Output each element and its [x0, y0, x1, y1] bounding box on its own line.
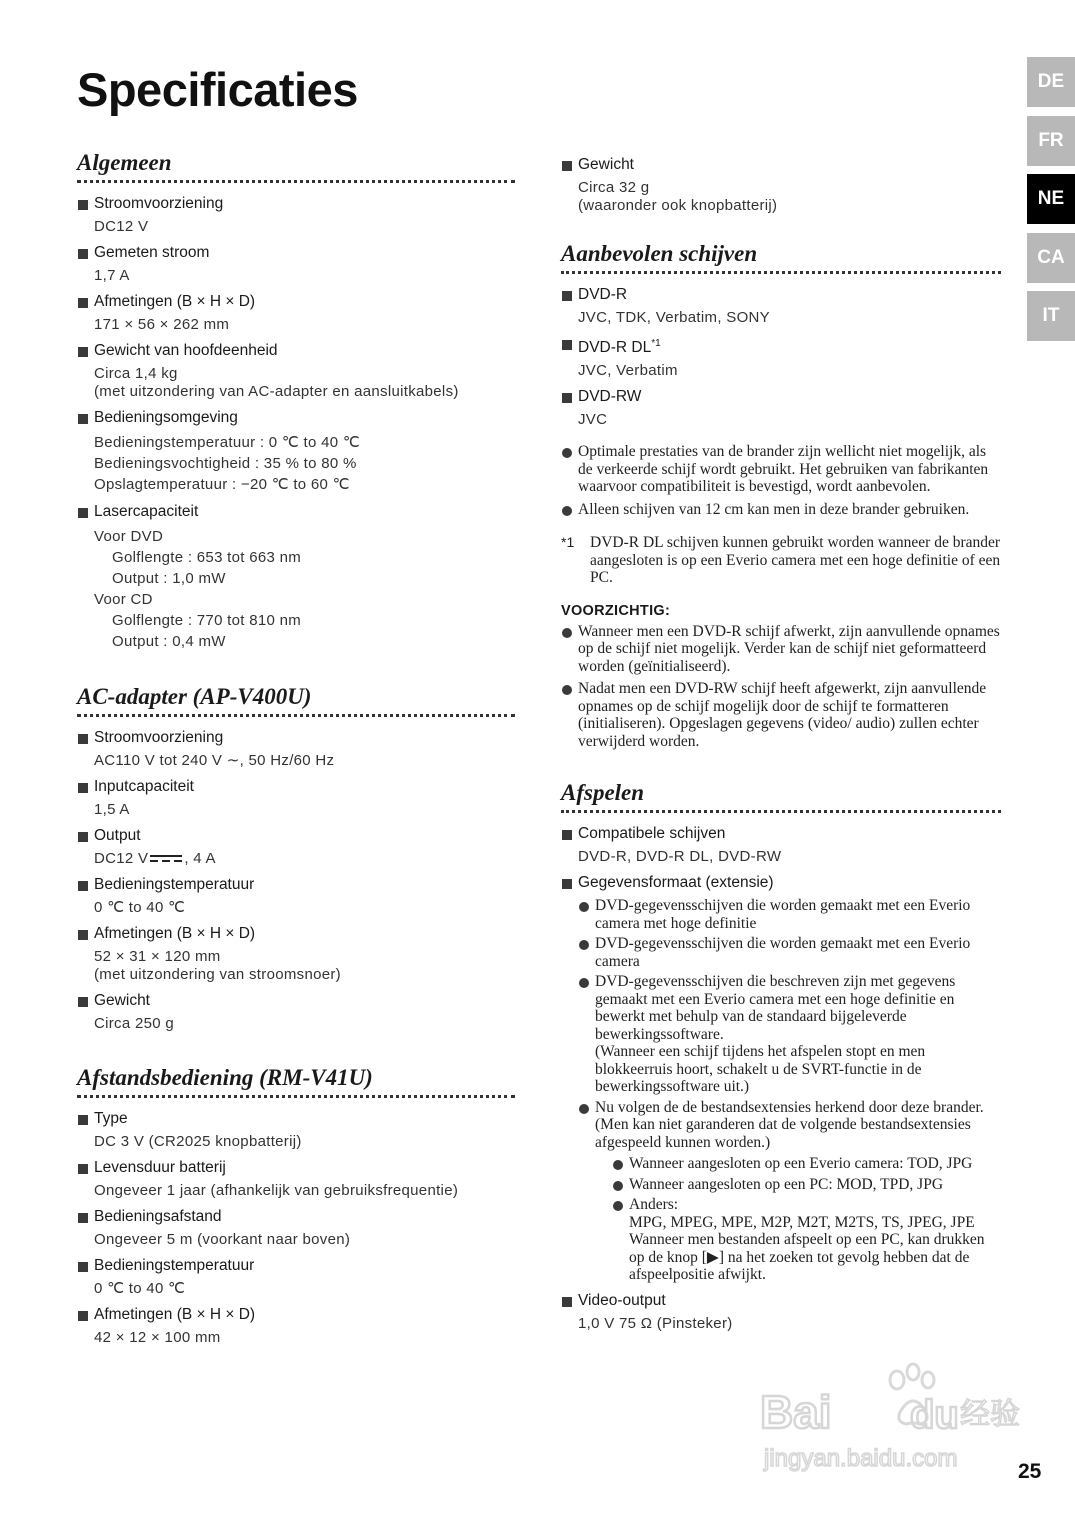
spec-item — [77, 409, 515, 495]
spec-item — [77, 342, 515, 401]
lang-tab-de[interactable]: DE — [1027, 57, 1075, 107]
value-line: Output : 0,4 mW — [112, 633, 226, 650]
dc-symbol-icon — [150, 854, 182, 864]
spec-item — [77, 992, 515, 1033]
spec-label: Gewicht — [77, 992, 515, 1010]
format-text: Nu volgen de de bestandsextensies herkend door deze brander. (Men kan niet garanderen dat de volgende bestandsextensies afgespeeld kunnen worden.) — [595, 1098, 984, 1151]
spec-value: 42 × 12 × 100 mm — [94, 1329, 221, 1346]
spec-label: Type — [77, 1110, 515, 1128]
footnote — [561, 534, 1001, 587]
spec-item — [77, 1159, 515, 1200]
spec-value: Ongeveer 1 jaar (afhankelijk van gebruiksfrequentie) — [94, 1182, 459, 1199]
svg-text:Bai: Bai — [760, 1386, 832, 1438]
spec-label: Afmetingen (B × H × D) — [77, 293, 515, 311]
spec-item — [77, 729, 515, 770]
format-list — [561, 897, 1001, 1284]
remote-spec-list — [77, 1110, 515, 1347]
lang-tab-ca[interactable]: CA — [1027, 233, 1075, 283]
extension-bullet: Wanneer aangesloten op een Everio camera: TOD, JPG — [612, 1155, 1001, 1173]
spec-value: 0 ℃ to 40 ℃ — [94, 899, 186, 916]
format-text: (Wanneer een schijf tijdens het afspelen stopt en men blokkeerruis hoort, schakelt u de SVRT-functie in de bewerkingssoftware uit.) — [595, 1043, 926, 1096]
spec-item — [77, 1110, 515, 1151]
spec-label: Afmetingen (B × H × D) — [77, 1306, 515, 1324]
extension-text: Anders: — [629, 1196, 679, 1214]
spec-value: DC 3 V (CR2025 knopbatterij) — [94, 1133, 302, 1150]
left-column — [77, 150, 515, 1355]
spec-label: Gegevensformaat (extensie) — [561, 874, 1001, 892]
spec-item — [561, 335, 1001, 380]
spec-item — [77, 876, 515, 917]
spec-item — [77, 1306, 515, 1347]
spec-value — [77, 948, 515, 984]
spec-value: 0 ℃ to 40 ℃ — [94, 1280, 186, 1297]
spec-value — [77, 850, 515, 868]
page-number: 25 — [1018, 1460, 1042, 1483]
spec-value — [561, 179, 1001, 215]
value-line: 52 × 31 × 120 mm — [94, 948, 221, 965]
language-tabs — [1027, 57, 1075, 350]
spec-item — [77, 503, 515, 652]
section-title-discs: Aanbevolen schijven — [561, 241, 1001, 274]
value-line: Opslagtemperatuur : −20 ℃ to 60 ℃ — [94, 476, 350, 493]
caution-bullet: Wanneer men een DVD-R schijf afwerkt, zijn aanvullende opnames op de schijf niet mogelijk. Verder kan de schijf niet geformatteerd worden (geïnitialiseerd). — [561, 623, 1001, 676]
spec-item — [77, 1208, 515, 1249]
spec-item — [77, 827, 515, 868]
spec-value — [77, 526, 515, 652]
value-line: Voor DVD — [94, 528, 164, 545]
format-text: DVD-gegevensschijven die beschreven zijn met gegevens gemaakt met een Everio camera met een hoge definitie en bewerkt met behulp van de standaard bijgeleverde bewerkingssoftware. — [595, 973, 956, 1043]
spec-value: 171 × 56 × 262 mm — [94, 316, 230, 333]
spec-label: Levensduur batterij — [77, 1159, 515, 1177]
discs-notes — [561, 443, 1001, 518]
spec-value — [77, 365, 515, 401]
value-line: Output : 1,0 mW — [112, 570, 226, 587]
page-title: Specificaties — [77, 63, 358, 116]
lang-tab-it[interactable]: IT — [1027, 291, 1075, 341]
extension-bullet: Wanneer aangesloten op een PC: MOD, TPD, JPG — [612, 1176, 1001, 1194]
note-bullet: Alleen schijven van 12 cm kan men in deze brander gebruiken. — [561, 501, 1001, 519]
value-line: (met uitzondering van AC-adapter en aansluitkabels) — [94, 383, 459, 400]
extension-text: MPG, MPEG, MPE, M2P, M2T, M2TS, TS, JPEG, JPE — [629, 1213, 975, 1231]
spec-item — [561, 825, 1001, 866]
spec-label: Gemeten stroom — [77, 244, 515, 262]
section-title-playback: Afspelen — [561, 780, 1001, 813]
spec-item — [561, 286, 1001, 327]
spec-label: Bedieningsomgeving — [77, 409, 515, 427]
value-line: Golflengte : 770 tot 810 nm — [112, 612, 302, 629]
value-line: Circa 1,4 kg — [94, 365, 178, 382]
spec-value: JVC — [578, 411, 608, 429]
value-line: (met uitzondering van stroomsnoer) — [94, 966, 341, 983]
value-text: DC12 V — [94, 850, 149, 867]
spec-item — [77, 244, 515, 285]
caution-title: VOORZICHTIG: — [561, 602, 671, 619]
value-line: (waaronder ook knopbatterij) — [578, 197, 778, 214]
spec-label: Video-output — [561, 1292, 1001, 1310]
general-spec-list — [77, 195, 515, 652]
spec-item — [77, 293, 515, 334]
note-bullet: Optimale prestaties van de brander zijn wellicht niet mogelijk, als de verkeerde schijf wordt gebruikt. Het gebruiken van fabrikanten waarvoor compatibiliteit is bevestigd, wordt aanbevolen. — [561, 443, 1001, 496]
spec-value: DVD-R, DVD-R DL, DVD-RW — [578, 848, 782, 866]
value-line: Voor CD — [94, 591, 153, 608]
spec-label: Gewicht — [561, 156, 1001, 174]
lang-tab-ne[interactable]: NE — [1027, 174, 1075, 224]
spec-value: 1,7 A — [94, 267, 130, 284]
spec-value: JVC, TDK, Verbatim, SONY — [578, 309, 770, 326]
section-title-remote: Afstandsbediening (RM-V41U) — [77, 1065, 515, 1098]
baidu-watermark-logo — [760, 1362, 1020, 1477]
spec-label — [561, 335, 1001, 357]
spec-value: Ongeveer 5 m (voorkant naar boven) — [94, 1231, 351, 1248]
spec-label: Output — [77, 827, 515, 845]
spec-value: JVC, Verbatim — [578, 362, 678, 380]
format-bullet: DVD-gegevensschijven die worden gemaakt met een Everio camera met hoge definitie — [578, 897, 1001, 932]
format-bullet — [578, 1099, 1001, 1284]
spec-label: Bedieningstemperatuur — [77, 1257, 515, 1275]
extension-bullet — [612, 1196, 1001, 1284]
spec-item — [77, 778, 515, 819]
spec-item — [561, 874, 1001, 1284]
format-bullet: DVD-gegevensschijven die worden gemaakt met een Everio camera — [578, 935, 1001, 970]
spec-label: Stroomvoorziening — [77, 729, 515, 747]
section-title-adapter: AC-adapter (AP-V400U) — [77, 684, 515, 717]
spec-label: DVD-RW — [561, 388, 1001, 406]
svg-text:jingyan.baidu.com: jingyan.baidu.com — [764, 1445, 958, 1472]
spec-label: Bedieningsafstand — [77, 1208, 515, 1226]
svg-text:经验: 经验 — [960, 1397, 1020, 1432]
spec-value — [77, 432, 515, 495]
spec-label: Stroomvoorziening — [77, 195, 515, 213]
spec-label: Compatibele schijven — [561, 825, 1001, 843]
value-line: Bedieningsvochtigheid : 35 % to 80 % — [94, 455, 357, 472]
extension-list — [595, 1155, 1001, 1284]
spec-item — [77, 925, 515, 984]
right-column — [561, 150, 1001, 1341]
spec-item — [77, 195, 515, 236]
extension-text: Wanneer men bestanden afspeelt op een PC, kan drukken op de knop [▶] na het zoeken tot gevolg hebben dat de afspeelpositie afwijkt. — [629, 1231, 985, 1284]
spec-label: Afmetingen (B × H × D) — [77, 925, 515, 943]
value-line: Bedieningstemperatuur : 0 ℃ to 40 ℃ — [94, 434, 360, 451]
caution-list — [561, 623, 1001, 751]
spec-item — [561, 1292, 1001, 1333]
spec-label: Gewicht van hoofdeenheid — [77, 342, 515, 360]
spec-item — [77, 1257, 515, 1298]
spec-value: DC12 V — [94, 218, 149, 235]
discs-spec-list — [561, 286, 1001, 429]
spec-value: 1,5 A — [94, 801, 130, 818]
spec-value: 1,0 V 75 Ω (Pinsteker) — [578, 1314, 733, 1332]
caution-bullet: Nadat men een DVD-RW schijf heeft afgewerkt, zijn aanvullende opnames op de schijf mogelijk door de schijf te formatteren (initialiseren). Opgeslagen gegevens (video/ audio) zullen echter verwijderd worden. — [561, 680, 1001, 750]
footnote-ref: *1 — [651, 338, 661, 349]
section-title-general: Algemeen — [77, 150, 515, 183]
spec-value: Circa 250 g — [94, 1015, 175, 1032]
svg-text:du: du — [910, 1393, 959, 1437]
spec-label: Bedieningstemperatuur — [77, 876, 515, 894]
format-bullet — [578, 973, 1001, 1096]
spec-label: Inputcapaciteit — [77, 778, 515, 796]
spec-item-weight — [561, 156, 1001, 215]
footnote-mark: *1 — [561, 534, 575, 551]
spec-label: Lasercapaciteit — [77, 503, 515, 521]
footnote-text: DVD-R DL schijven kunnen gebruikt worden wanneer de brander aangesloten is op een Everio camera met een hoge definitie of een PC. — [590, 534, 1001, 587]
label-text: DVD-R DL — [578, 339, 652, 357]
value-line: Circa 32 g — [578, 179, 650, 196]
playback-spec-list — [561, 825, 1001, 1333]
spec-item — [561, 388, 1001, 429]
adapter-spec-list — [77, 729, 515, 1033]
spec-label: DVD-R — [561, 286, 1001, 304]
spec-value: AC110 V tot 240 V ∼, 50 Hz/60 Hz — [94, 752, 335, 769]
value-text: , 4 A — [184, 850, 216, 867]
value-line: Golflengte : 653 tot 663 nm — [112, 549, 302, 566]
lang-tab-fr[interactable]: FR — [1027, 116, 1075, 166]
